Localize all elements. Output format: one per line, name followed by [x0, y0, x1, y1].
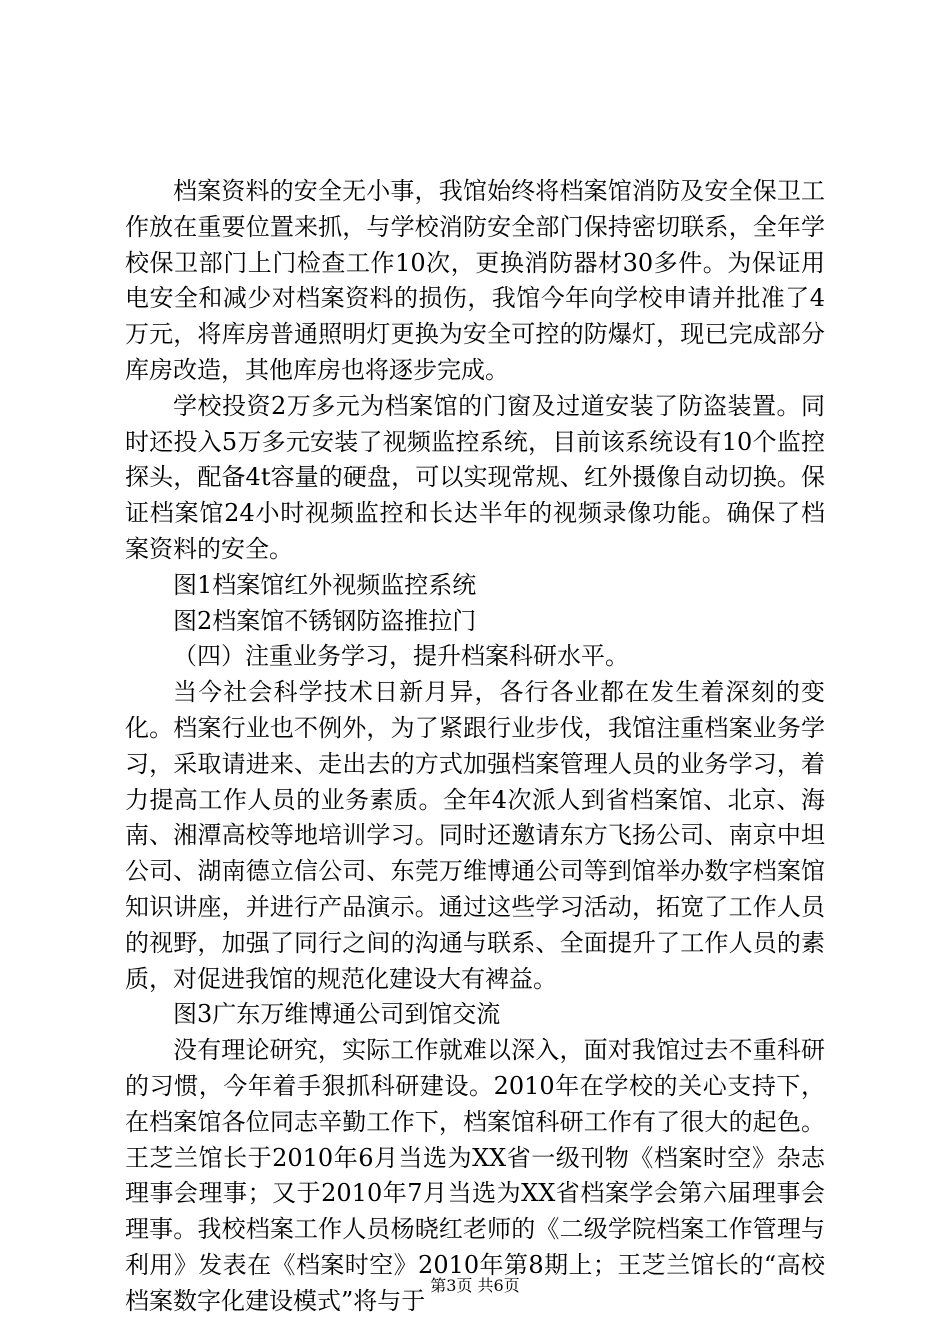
paragraph-security-investment: 学校投资2万多元为档案馆的门窗及过道安装了防盗装置。同时还投入5万多元安装了视频监控系统，目前该系统设有10个监控探头，配备4t容量的硬盘，可以实现常规、红外摄像自动切换。保证档案馆24小时视频监控和长达半年的视频录像功能。确保了档案资料的安全。: [125, 391, 825, 563]
document-body: [125, 174, 825, 1320]
figure-caption-2: 图2档案馆不锈钢防盗推拉门: [173, 606, 477, 635]
figure-caption-3: 图3广东万维博通公司到馆交流: [173, 1000, 501, 1029]
figure-caption-1: 图1档案馆红外视频监控系统: [173, 570, 477, 599]
section-heading-4: （四）注重业务学习，提升档案科研水平。: [173, 642, 629, 671]
paragraph-business-learning: 当今社会科学技术日新月异，各行各业都在发生着深刻的变化。档案行业也不例外，为了紧跟行业步伐，我馆注重档案业务学习，采取请进来、走出去的方式加强档案管理人员的业务学习，着力提高工作人员的业务素质。全年4次派人到省档案馆、北京、海南、湘潭高校等地培训学习。同时还邀请东方飞扬公司、南京中坦公司、湖南德立信公司、东莞万维博通公司等到馆举办数字档案馆知识讲座，并进行产品演示。通过这些学习活动，拓宽了工作人员的视野，加强了同行之间的沟通与联系、全面提升了工作人员的素质，对促进我馆的规范化建设大有裨益。: [125, 678, 825, 993]
paragraph-research: 没有理论研究，实际工作就难以深入，面对我馆过去不重科研的习惯，今年着手狠抓科研建设。2010年在学校的关心支持下，在档案馆各位同志辛勤工作下，档案馆科研工作有了很大的起色。王芝兰馆长于2010年6月当选为XX省一级刊物《档案时空》杂志理事会理事；又于2010年7月当选为XX省档案学会第六届理事会理事。我校档案工作人员杨晓红老师的《二级学院档案工作管理与利用》发表在《档案时空》2010年第8期上；王芝兰馆长的“高校档案数字化建设模式”将与于: [125, 1036, 825, 1315]
page-number-footer: 第3页 共6页: [430, 1276, 520, 1295]
paragraph-fire-safety: 档案资料的安全无小事，我馆始终将档案馆消防及安全保卫工作放在重要位置来抓，与学校消防安全部门保持密切联系，全年学校保卫部门上门检查工作10次，更换消防器材30多件。为保证用电安全和减少对档案资料的损伤，我馆今年向学校申请并批准了4万元，将库房普通照明灯更换为安全可控的防爆灯，现已完成部分库房改造，其他库房也将逐步完成。: [125, 177, 825, 384]
